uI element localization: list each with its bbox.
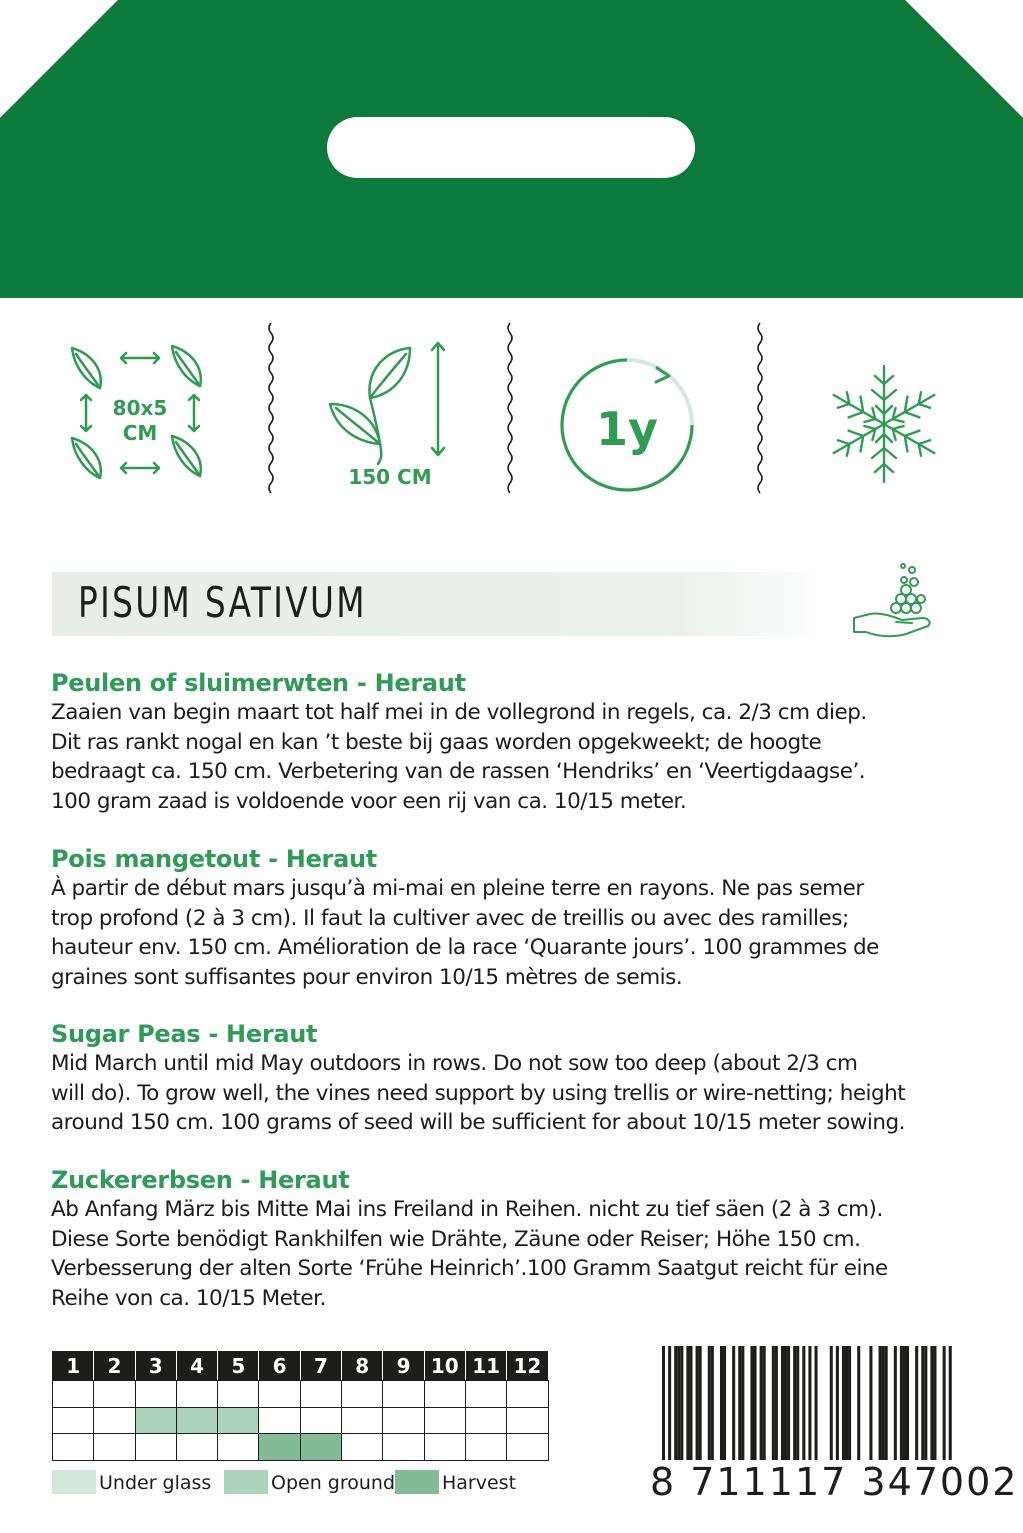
section-title: Zuckererbsen - Heraut — [51, 1166, 350, 1194]
legend-swatch — [395, 1470, 439, 1494]
calendar-cell — [259, 1434, 300, 1461]
barcode-bar — [699, 1346, 702, 1466]
calendar-cell — [424, 1407, 465, 1434]
barcode-bar — [903, 1346, 906, 1466]
month-12: 12 — [507, 1352, 548, 1381]
spacing-leaves-icon — [60, 318, 220, 503]
spacing-label-2: CM — [122, 421, 158, 445]
legend-swatch — [52, 1470, 96, 1494]
barcode-bar — [885, 1346, 888, 1466]
barcode-bar — [686, 1346, 689, 1466]
lifecycle-label: 1y — [596, 402, 658, 456]
section-line: Diese Sorte benödigt Rankhilfen wie Drähte, Zäune oder Reiser; Höhe 150 cm. — [51, 1226, 861, 1252]
calendar-cell — [53, 1407, 94, 1434]
calendar-cell — [507, 1407, 548, 1434]
barcode-bar — [930, 1346, 933, 1466]
calendar-cell — [383, 1434, 424, 1461]
section-line: Zaaien van begin maart tot half mei in de vollegrond in regels, ca. 2/3 cm diep. — [51, 700, 867, 725]
barcode-bar — [842, 1346, 845, 1466]
barcode-bar — [857, 1346, 860, 1466]
packet-header — [0, 0, 1023, 300]
section-english — [51, 1019, 981, 1138]
barcode-bar — [924, 1346, 927, 1466]
calendar-cell — [135, 1407, 176, 1434]
section-title: Peulen of sluimerwten - Heraut — [51, 669, 466, 697]
section-line: will do). To grow well, the vines need support by using trellis or wire-netting; height — [51, 1080, 906, 1106]
barcode-bar — [750, 1346, 753, 1466]
calendar-cell — [465, 1407, 506, 1434]
calendar-cell — [176, 1407, 217, 1434]
month-2: 2 — [94, 1352, 135, 1381]
calendar-cell — [53, 1381, 94, 1408]
calendar-legend — [52, 1470, 552, 1496]
barcode-bar — [708, 1346, 711, 1466]
barcode-bar — [674, 1346, 677, 1466]
month-5: 5 — [218, 1352, 259, 1381]
barcode-bar — [760, 1346, 763, 1466]
section-title: Pois mangetout - Heraut — [51, 845, 377, 873]
section-dutch — [51, 668, 981, 816]
barcode-bar — [772, 1346, 775, 1466]
barcode-bar — [763, 1346, 766, 1466]
barcode-bar — [848, 1346, 851, 1466]
calendar-cell — [94, 1381, 135, 1408]
barcode-bar — [815, 1346, 818, 1466]
divider-3 — [754, 318, 766, 503]
hang-hole[interactable] — [327, 117, 695, 178]
calendar-cell — [176, 1381, 217, 1408]
section-line: around 150 cm. 100 grams of seed will be sufficient for about 10/15 meter sowing. — [51, 1110, 905, 1135]
annual-cycle-icon — [552, 318, 702, 503]
barcode-bar — [775, 1346, 778, 1466]
legend-swatch — [224, 1470, 268, 1494]
sowing-calendar — [52, 1351, 549, 1461]
plant-height-icon — [320, 318, 460, 503]
calendar-cell — [300, 1407, 341, 1434]
month-10: 10 — [424, 1352, 465, 1381]
calendar-cell — [94, 1407, 135, 1434]
calendar-cell — [342, 1381, 383, 1408]
latin-name: PISUM SATIVUM — [78, 578, 367, 627]
month-9: 9 — [383, 1352, 424, 1381]
barcode-bar — [882, 1346, 885, 1466]
month-4: 4 — [176, 1352, 217, 1381]
calendar-cell — [383, 1381, 424, 1408]
calendar-cell — [218, 1434, 259, 1461]
barcode-bar — [906, 1346, 909, 1466]
barcode-bar — [796, 1346, 799, 1466]
month-7: 7 — [300, 1352, 341, 1381]
barcode-bar — [741, 1346, 744, 1466]
month-6: 6 — [259, 1352, 300, 1381]
calendar-cell — [342, 1407, 383, 1434]
barcode-bar — [732, 1346, 735, 1466]
barcode-bar — [933, 1346, 936, 1466]
barcode-bar — [689, 1346, 692, 1466]
calendar-cell — [465, 1434, 506, 1461]
calendar-cell — [424, 1434, 465, 1461]
section-line: graines sont suffisantes pour environ 10/15 mètres de semis. — [51, 964, 683, 990]
calendar-cell — [342, 1434, 383, 1461]
barcode-bar — [754, 1346, 757, 1466]
seeds-in-hand-icon — [848, 560, 940, 644]
section-line: Dit ras rankt nogal en kan ’t beste bij gaas worden opgekweekt; de hoogte — [51, 729, 822, 755]
barcode-bar — [720, 1346, 723, 1466]
divider-2 — [504, 318, 516, 503]
section-line: Verbesserung der alten Sorte ‘Frühe Heinrich’.100 Gramm Saatgut reicht für eine — [51, 1256, 888, 1281]
section-line: Reihe von ca. 10/15 Meter. — [51, 1285, 326, 1311]
calendar-month-header — [53, 1352, 549, 1381]
barcode-bar — [781, 1346, 784, 1466]
legend-label: Harvest — [442, 1472, 517, 1494]
spacing-label-1: 80x5 — [112, 396, 168, 420]
calendar-row-open-ground — [53, 1407, 549, 1434]
calendar-row-harvest — [53, 1434, 549, 1461]
section-french — [51, 844, 981, 992]
barcode-bar — [836, 1346, 839, 1466]
calendar-cell — [218, 1381, 259, 1408]
calendar-cell — [53, 1434, 94, 1461]
legend-label: Open ground — [271, 1472, 396, 1494]
barcode-bar — [921, 1346, 924, 1466]
barcode-bar — [900, 1346, 903, 1466]
section-line: 100 gram zaad is voldoende voor een rij van ca. 10/15 meter. — [51, 788, 687, 814]
calendar-row-under-glass — [53, 1381, 549, 1408]
barcode-bar — [738, 1346, 741, 1466]
barcode-bar — [894, 1346, 897, 1466]
calendar-cell — [424, 1381, 465, 1408]
section-title: Sugar Peas - Heraut — [51, 1020, 318, 1048]
barcode-bar — [680, 1346, 683, 1466]
divider-1 — [265, 318, 277, 503]
barcode-bar — [711, 1346, 714, 1466]
latin-name-band — [52, 572, 832, 636]
section-line: Ab Anfang März bis Mitte Mai ins Freiland in Reihen. nicht zu tief säen (2 à 3 cm). — [51, 1197, 883, 1222]
section-line: hauteur env. 150 cm. Amélioration de la race ‘Quarante jours’. 100 grammes de — [51, 935, 879, 960]
section-line: Mid March until mid May outdoors in rows. Do not sow too deep (about 2/3 cm — [51, 1051, 858, 1076]
barcode-bar — [845, 1346, 848, 1466]
month-8: 8 — [342, 1352, 383, 1381]
calendar-cell — [135, 1381, 176, 1408]
height-label: 150 CM — [348, 465, 432, 489]
calendar-cell — [300, 1381, 341, 1408]
calendar-cell — [507, 1381, 548, 1408]
barcode-bar — [915, 1346, 918, 1466]
calendar-cell — [259, 1381, 300, 1408]
barcode-bar — [677, 1346, 680, 1466]
calendar-cell — [507, 1434, 548, 1461]
legend-label: Under glass — [99, 1472, 212, 1494]
calendar-cell — [176, 1434, 217, 1461]
barcode-bar — [830, 1346, 833, 1466]
barcode-bar — [696, 1346, 699, 1466]
calendar-cell — [135, 1434, 176, 1461]
calendar-table — [52, 1351, 549, 1461]
calendar-cell — [300, 1434, 341, 1461]
section-line: trop profond (2 à 3 cm). Il faut la cultiver avec de treillis ou avec des ramilles; — [51, 905, 849, 931]
month-1: 1 — [53, 1352, 94, 1381]
section-line: bedraagt ca. 150 cm. Verbetering van de rassen ‘Hendriks’ en ‘Veertigdaagse’. — [51, 759, 866, 784]
snowflake-icon — [826, 318, 942, 503]
calendar-cell — [465, 1381, 506, 1408]
month-11: 11 — [465, 1352, 506, 1381]
calendar-cell — [259, 1407, 300, 1434]
barcode-bar — [793, 1346, 796, 1466]
calendar-cell — [94, 1434, 135, 1461]
barcode-bar — [869, 1346, 872, 1466]
barcode-bar — [787, 1346, 790, 1466]
calendar-cell — [218, 1407, 259, 1434]
section-german — [51, 1165, 981, 1313]
calendar-cell — [383, 1407, 424, 1434]
barcode-bar — [723, 1346, 726, 1466]
barcode-bar — [879, 1346, 882, 1466]
month-3: 3 — [135, 1352, 176, 1381]
section-line: À partir de début mars jusqu’à mi-mai en pleine terre en rayons. Ne pas semer — [51, 876, 864, 901]
barcode-bar — [784, 1346, 787, 1466]
info-icons-row — [0, 318, 1023, 503]
barcode-number: 8 711117 347002 — [650, 1460, 1019, 1504]
